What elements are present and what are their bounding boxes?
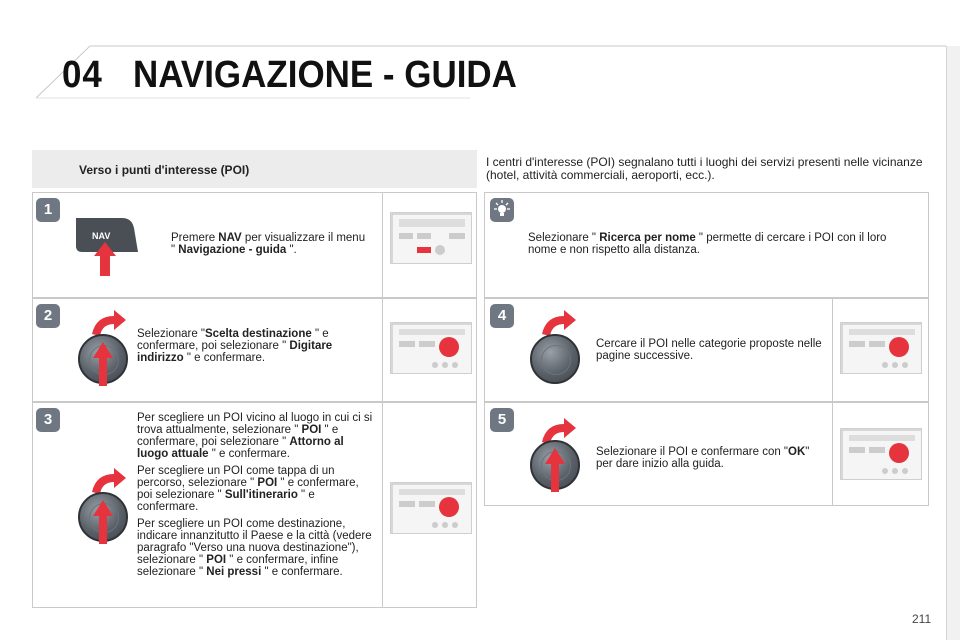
section-title: Verso i punti d'interesse (POI)	[79, 163, 250, 177]
rotate-arrow-icon	[88, 466, 128, 496]
push-arrow-icon	[92, 340, 114, 386]
page-edge-tab	[946, 46, 960, 640]
tip-text: Selezionare " Ricerca per nome " permette di cercare i POI con il loro nome e non rispetto alla distanza.	[528, 232, 887, 256]
lightbulb-icon	[490, 198, 514, 222]
page-number: 211	[912, 612, 932, 626]
nav-button-label: NAV	[92, 231, 111, 241]
step-3-paragraph-2: Per scegliere un POI come tappa di un percorso, selezionare " POI " e confermare, poi selezionare " Sull'itinerario " e confermare.	[137, 465, 359, 513]
radio-unit-thumbnail	[390, 322, 472, 374]
section-intro: I centri d'interesse (POI) segnalano tutti i luoghi dei servizi presenti nelle vicinanze (hotel, attività commerciali, aeroporti, ecc.).	[486, 155, 923, 182]
radio-unit-thumbnail	[840, 322, 922, 374]
step-badge-2: 2	[36, 304, 60, 328]
step-badge-4: 4	[490, 304, 514, 328]
step-2-text: Selezionare "Scelta destinazione " e confermare, poi selezionare " Digitare indirizzo " e confermare.	[137, 328, 333, 364]
chapter-number: 04	[62, 54, 103, 96]
step-5-text: Selezionare il POI e confermare con "OK" per dare inizio alla guida.	[596, 446, 810, 470]
step-badge-1: 1	[36, 198, 60, 222]
radio-unit-thumbnail	[840, 428, 922, 480]
push-arrow-icon	[92, 498, 114, 544]
step-3-paragraph-1: Per scegliere un POI vicino al luogo in cui ci si trova attualmente, selezionare " POI " e confermare, poi selezionare " Attorno al luogo attuale " e confermare.	[137, 412, 373, 460]
radio-unit-thumbnail	[390, 482, 472, 534]
step-3-text	[137, 412, 377, 583]
step-badge-5: 5	[490, 408, 514, 432]
nav-button-illustration	[72, 212, 142, 276]
rotate-arrow-icon	[88, 308, 128, 338]
step-4-text: Cercare il POI nelle categorie proposte nelle pagine successive.	[596, 338, 822, 362]
radio-unit-thumbnail	[390, 212, 472, 264]
step-3-paragraph-3: Per scegliere un POI come destinazione, indicare innanzitutto il Paese e la città (vedere paragrafo "Verso una nuova destinazione"), selezionare " POI " e confermare, infine selezionare " Nei pressi " e confermare.	[137, 518, 372, 578]
control-knob	[530, 334, 580, 384]
push-arrow-icon	[544, 446, 566, 492]
page-edge-rule	[946, 46, 947, 640]
chapter-title: NAVIGAZIONE - GUIDA	[133, 54, 517, 96]
step-1-text: Premere NAV per visualizzare il menu " Navigazione - guida ".	[171, 232, 366, 256]
step-badge-3: 3	[36, 408, 60, 432]
